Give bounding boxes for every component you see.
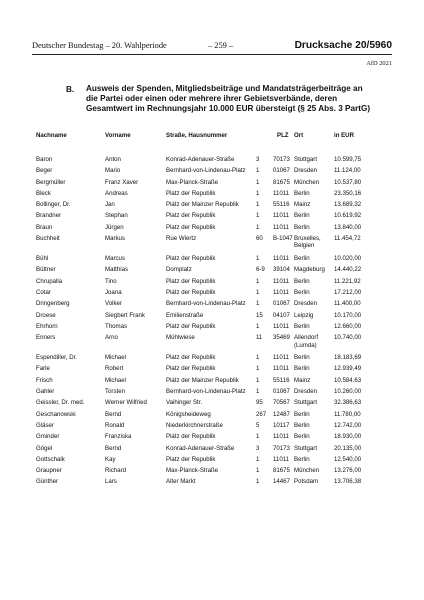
cell-city [294,300,334,311]
cell-city-line: Berlin [294,433,310,441]
cell-firstname: Michael [105,376,126,384]
donations-table [36,132,392,490]
cell-house-number: 1 [256,478,260,486]
cell-city-line: Dresden [294,388,318,396]
cell-surname: Geschanowski [36,410,76,418]
cell-amount: 11.221,92 [334,277,361,285]
cell-amount: 12.742,00 [334,421,362,429]
cell-firstname: Lars [105,478,117,486]
column-header-amount: in EUR [334,132,354,139]
cell-postcode: 55116 [273,201,290,209]
table-body [36,156,392,490]
table-row [36,365,392,376]
cell-postcode: 70173 [273,156,290,163]
cell-city-line: Belgien [294,242,315,250]
cell-city [294,377,334,388]
cell-street: Platz der Republik [166,455,216,463]
cell-house-number: 95 [256,399,263,407]
cell-city [294,212,334,223]
cell-city [294,323,334,334]
cell-surname: Gläser [36,421,54,429]
cell-city [294,433,334,444]
cell-postcode: 11011 [273,365,290,373]
cell-surname: Espendiller, Dr. [36,354,77,362]
column-header-postcode: PLZ [277,132,289,139]
cell-house-number: 1 [256,455,260,463]
table-row [36,278,392,289]
cell-firstname: Thomas [105,322,128,330]
table-row [36,422,392,433]
cell-city-line: Leipzig [294,311,314,319]
cell-postcode: 10117 [273,421,290,429]
cell-postcode: 14467 [273,478,290,486]
cell-postcode: 11011 [273,354,290,362]
cell-amount: 10.584,63 [334,376,362,384]
table-row [36,399,392,410]
cell-street: Niederkirchnerstraße [166,421,223,429]
cell-street: Vaihinger Str. [166,399,203,407]
cell-city [294,289,334,300]
cell-postcode: 11011 [273,455,290,463]
cell-amount: 13.276,00 [334,467,362,475]
cell-city-line: Allendorf [294,334,319,342]
cell-house-number: 1 [256,255,260,263]
cell-postcode: 11011 [273,223,290,231]
cell-postcode: B-1047 [273,235,293,243]
cell-city-line: Berlin [294,322,310,330]
cell-firstname: Richard [105,467,126,475]
cell-amount: 11.780,00 [334,410,361,418]
cell-firstname: Bernd [105,410,122,418]
cell-city-line: Berlin [294,277,310,285]
cell-city-line: (Lumda) [294,341,317,349]
cell-postcode: 11011 [273,288,290,296]
cell-firstname: Siegbert Frank [105,311,145,319]
cell-street: Platz der Republik [166,433,216,441]
header-document-number: Drucksache 20/5960 [294,40,392,51]
header-publication: Deutscher Bundestag – 20. Wahlperiode [32,41,167,50]
cell-city [294,156,334,167]
cell-amount: 10.619,92 [334,212,362,220]
cell-street: Emilienstraße [166,311,204,319]
cell-firstname: Volker [105,300,122,308]
cell-firstname: Franz Xaver [105,178,139,186]
cell-postcode: 12487 [273,410,290,418]
column-header-surname: Nachname [36,132,67,139]
cell-postcode: 11011 [273,277,290,285]
table-row [36,388,392,399]
table-row [36,212,392,223]
cell-amount: 32.386,63 [334,399,362,407]
cell-city-line: Stuttgart [294,399,318,407]
cell-amount: 11.400,00 [334,300,361,308]
table-row [36,201,392,212]
cell-street: Platz der Republik [166,255,216,263]
cell-city [294,422,334,433]
cell-city [294,278,334,289]
cell-amount: 10.020,00 [334,255,362,263]
cell-surname: Droese [36,311,56,319]
cell-amount: 18.930,00 [334,433,362,441]
cell-amount: 11.454,72 [334,235,361,243]
cell-postcode: 55116 [273,376,290,384]
cell-house-number: 267 [256,410,267,418]
cell-street: Max-Planck-Straße [166,467,219,475]
cell-city [294,179,334,190]
cell-amount: 14.440,22 [334,266,362,274]
cell-firstname: Anton [105,156,121,163]
cell-city [294,411,334,422]
table-row [36,224,392,235]
cell-amount: 18.183,69 [334,354,362,362]
cell-surname: Büttner [36,266,56,274]
cell-surname: Dringenberg [36,300,70,308]
cell-surname: Enners [36,334,56,342]
column-header-city: Ort [294,132,304,139]
cell-street: Platz der Mainzer Republik [166,201,239,209]
cell-firstname: Mario [105,167,121,175]
cell-city [294,235,334,255]
table-row [36,156,392,167]
page-header [32,40,392,54]
cell-street: Max-Planck-Straße [166,178,219,186]
cell-house-number: 1 [256,300,260,308]
table-row [36,266,392,277]
cell-house-number: 1 [256,167,260,175]
cell-city [294,190,334,201]
table-row [36,433,392,444]
cell-surname: Baron [36,156,53,163]
cell-city-line: Bruxelles, [294,235,321,243]
cell-house-number: 1 [256,201,260,209]
cell-amount: 12.939,49 [334,365,362,373]
cell-street: Konrad-Adenauer-Straße [166,156,235,163]
table-row [36,467,392,478]
cell-surname: Farle [36,365,50,373]
cell-amount: 13.689,32 [334,201,362,209]
cell-city-line: Berlin [294,189,310,197]
cell-street: Bernhard-von-Lindenau-Platz [166,167,246,175]
table-row [36,377,392,388]
cell-street: Platz der Republik [166,223,216,231]
cell-city [294,201,334,212]
header-rule [32,54,392,55]
cell-postcode: 70567 [273,399,290,407]
cell-firstname: Bernd [105,444,122,452]
cell-city-line: Mainz [294,201,311,209]
cell-firstname: Stephan [105,212,128,220]
column-header-firstname: Vorname [105,132,131,139]
cell-house-number: 15 [256,311,263,319]
cell-amount: 13.706,38 [334,478,362,486]
cell-street: Platz der Republik [166,277,216,285]
cell-firstname: Markus [105,235,125,243]
cell-city [294,224,334,235]
cell-postcode: 11011 [273,255,290,263]
cell-house-number: 60 [256,235,263,243]
cell-street: Domplatz [166,266,192,274]
cell-city [294,266,334,277]
cell-city-line: Berlin [294,212,310,220]
table-header-row [36,132,392,156]
cell-amount: 12.660,00 [334,322,362,330]
cell-firstname: Andreas [105,189,128,197]
cell-house-number: 1 [256,467,260,475]
cell-amount: 13.840,00 [334,223,362,231]
cell-city [294,445,334,456]
section-title [86,84,376,114]
cell-street: Platz der Republik [166,365,216,373]
cell-firstname: Jürgen [105,223,124,231]
cell-postcode: 81675 [273,178,290,186]
cell-city-line: Stuttgart [294,156,318,163]
cell-city [294,255,334,266]
cell-amount: 17.212,00 [334,288,362,296]
table-row [36,312,392,323]
cell-street: Platz der Republik [166,288,216,296]
cell-city-line: Berlin [294,288,310,296]
cell-city-line: Dresden [294,167,318,175]
cell-house-number: 1 [256,189,260,197]
cell-amount: 10.599,75 [334,156,362,163]
cell-street: Alter Markt [166,478,196,486]
cell-postcode: 11011 [273,212,290,220]
cell-street: Bernhard-von-Lindenau-Platz [166,300,246,308]
cell-house-number: 3 [256,444,260,452]
cell-city-line: München [294,467,320,475]
cell-city-line: Berlin [294,354,310,362]
table-row [36,445,392,456]
cell-house-number: 1 [256,223,260,231]
table-row [36,289,392,300]
cell-firstname: Tino [105,277,117,285]
cell-surname: Bollinger, Dr. [36,201,71,209]
table-row [36,334,392,354]
cell-surname: Frisch [36,376,53,384]
cell-surname: Gögel [36,444,53,452]
cell-firstname: Robert [105,365,124,373]
cell-firstname: Michael [105,354,126,362]
cell-amount: 11.124,00 [334,167,361,175]
cell-house-number: 1 [256,277,260,285]
table-row [36,323,392,334]
table-row [36,179,392,190]
cell-amount: 20.135,00 [334,444,362,452]
section-title-line: Ausweis der Spenden, Mitgliedsbeiträge und Mandatsträgerbeiträge an [86,84,363,93]
cell-amount: 23.350,16 [334,189,362,197]
cell-house-number: 3 [256,156,260,163]
cell-street: Platz der Mainzer Republik [166,376,239,384]
cell-street: Platz der Republik [166,322,216,330]
cell-surname: Chrupalla [36,277,63,285]
cell-city [294,334,334,354]
cell-house-number: 1 [256,388,260,396]
cell-surname: Cotar [36,288,51,296]
cell-street: Platz der Republik [166,354,216,362]
party-code: AfD 2021 [366,60,392,67]
cell-firstname: Marcus [105,255,125,263]
cell-street: Mühlwiese [166,334,195,342]
cell-surname: Bühl [36,255,49,263]
cell-postcode: 11011 [273,433,290,441]
table-row [36,255,392,266]
cell-city-line: Potsdam [294,478,319,486]
cell-house-number: 1 [256,288,260,296]
cell-amount: 10.260,00 [334,388,362,396]
cell-city-line: Mainz [294,376,311,384]
cell-postcode: 39104 [273,266,290,274]
cell-city [294,365,334,376]
cell-city [294,467,334,478]
table-row [36,478,392,489]
cell-house-number: 1 [256,354,260,362]
table-row [36,411,392,422]
cell-surname: Beger [36,167,53,175]
cell-street: Königsheideweg [166,410,211,418]
cell-house-number: 6-9 [256,266,265,274]
cell-house-number: 5 [256,421,260,429]
cell-house-number: 1 [256,376,260,384]
cell-street: Konrad-Adenauer-Straße [166,444,235,452]
cell-city-line: Berlin [294,455,310,463]
table-row [36,190,392,201]
table-row [36,456,392,467]
cell-firstname: Franziska [105,433,132,441]
cell-surname: Gottschalk [36,455,65,463]
cell-postcode: 35469 [273,334,290,342]
cell-postcode: 01067 [273,300,290,308]
cell-postcode: 01067 [273,388,290,396]
section-title-line: Gesamtwert im Rechnungsjahr 10.000 EUR übersteigt (§ 25 Abs. 3 PartG) [86,104,371,113]
cell-postcode: 11011 [273,322,290,330]
cell-street: Rue Wiertz [166,235,197,243]
cell-surname: Brandner [36,212,62,220]
cell-postcode: 11011 [273,189,290,197]
cell-firstname: Torsten [105,388,125,396]
cell-firstname: Jan [105,201,115,209]
cell-postcode: 04107 [273,311,290,319]
cell-city-line: Berlin [294,223,310,231]
cell-city [294,399,334,410]
cell-surname: Buchheit [36,235,60,243]
cell-house-number: 11 [256,334,263,342]
cell-surname: Geissler, Dr. med. [36,399,85,407]
header-page-number: – 259 – [208,41,234,50]
cell-surname: Ehrhorn [36,322,58,330]
cell-amount: 10.740,00 [334,334,362,342]
cell-city-line: Stuttgart [294,444,318,452]
cell-city [294,354,334,365]
cell-city-line: Berlin [294,410,310,418]
cell-city [294,167,334,178]
cell-firstname: Joana [105,288,122,296]
cell-street: Platz der Republik [166,189,216,197]
cell-surname: Gminder [36,433,60,441]
cell-surname: Bergmüller [36,178,66,186]
cell-city [294,388,334,399]
cell-city-line: Berlin [294,255,310,263]
cell-firstname: Arno [105,334,118,342]
cell-city-line: Dresden [294,300,318,308]
column-header-house-number [256,132,273,156]
cell-firstname: Werner Wilfried [105,399,147,407]
cell-city-line: Berlin [294,365,310,373]
cell-amount: 10.537,80 [334,178,362,186]
cell-house-number: 1 [256,178,260,186]
cell-city-line: Magdeburg [294,266,325,274]
column-header-street: Straße, Hausnummer [166,132,228,139]
table-row [36,300,392,311]
cell-firstname: Matthias [105,266,129,274]
cell-surname: Günther [36,478,59,486]
cell-street: Bernhard-von-Lindenau-Platz [166,388,246,396]
cell-house-number: 1 [256,212,260,220]
cell-postcode: 01067 [273,167,290,175]
cell-firstname: Ronald [105,421,125,429]
table-row [36,235,392,255]
cell-city-line: München [294,178,320,186]
cell-surname: Gahler [36,388,55,396]
cell-house-number: 1 [256,433,260,441]
cell-postcode: 81675 [273,467,290,475]
cell-city [294,312,334,323]
cell-surname: Bleck [36,189,51,197]
cell-amount: 10.170,00 [334,311,362,319]
cell-street: Platz der Republik [166,212,216,220]
cell-city-line: Berlin [294,421,310,429]
cell-firstname: Kay [105,455,116,463]
table-row [36,354,392,365]
cell-city [294,478,334,489]
cell-house-number: 1 [256,322,260,330]
cell-postcode: 70173 [273,444,290,452]
cell-amount: 12.540,00 [334,455,362,463]
table-row [36,167,392,178]
cell-city [294,456,334,467]
cell-surname: Braun [36,223,53,231]
section-title-line: die Partei oder einen oder mehrere ihrer Gebietsverbände, deren [86,94,338,103]
cell-surname: Graupner [36,467,62,475]
cell-house-number: 1 [256,365,260,373]
section-letter: B. [66,85,75,94]
